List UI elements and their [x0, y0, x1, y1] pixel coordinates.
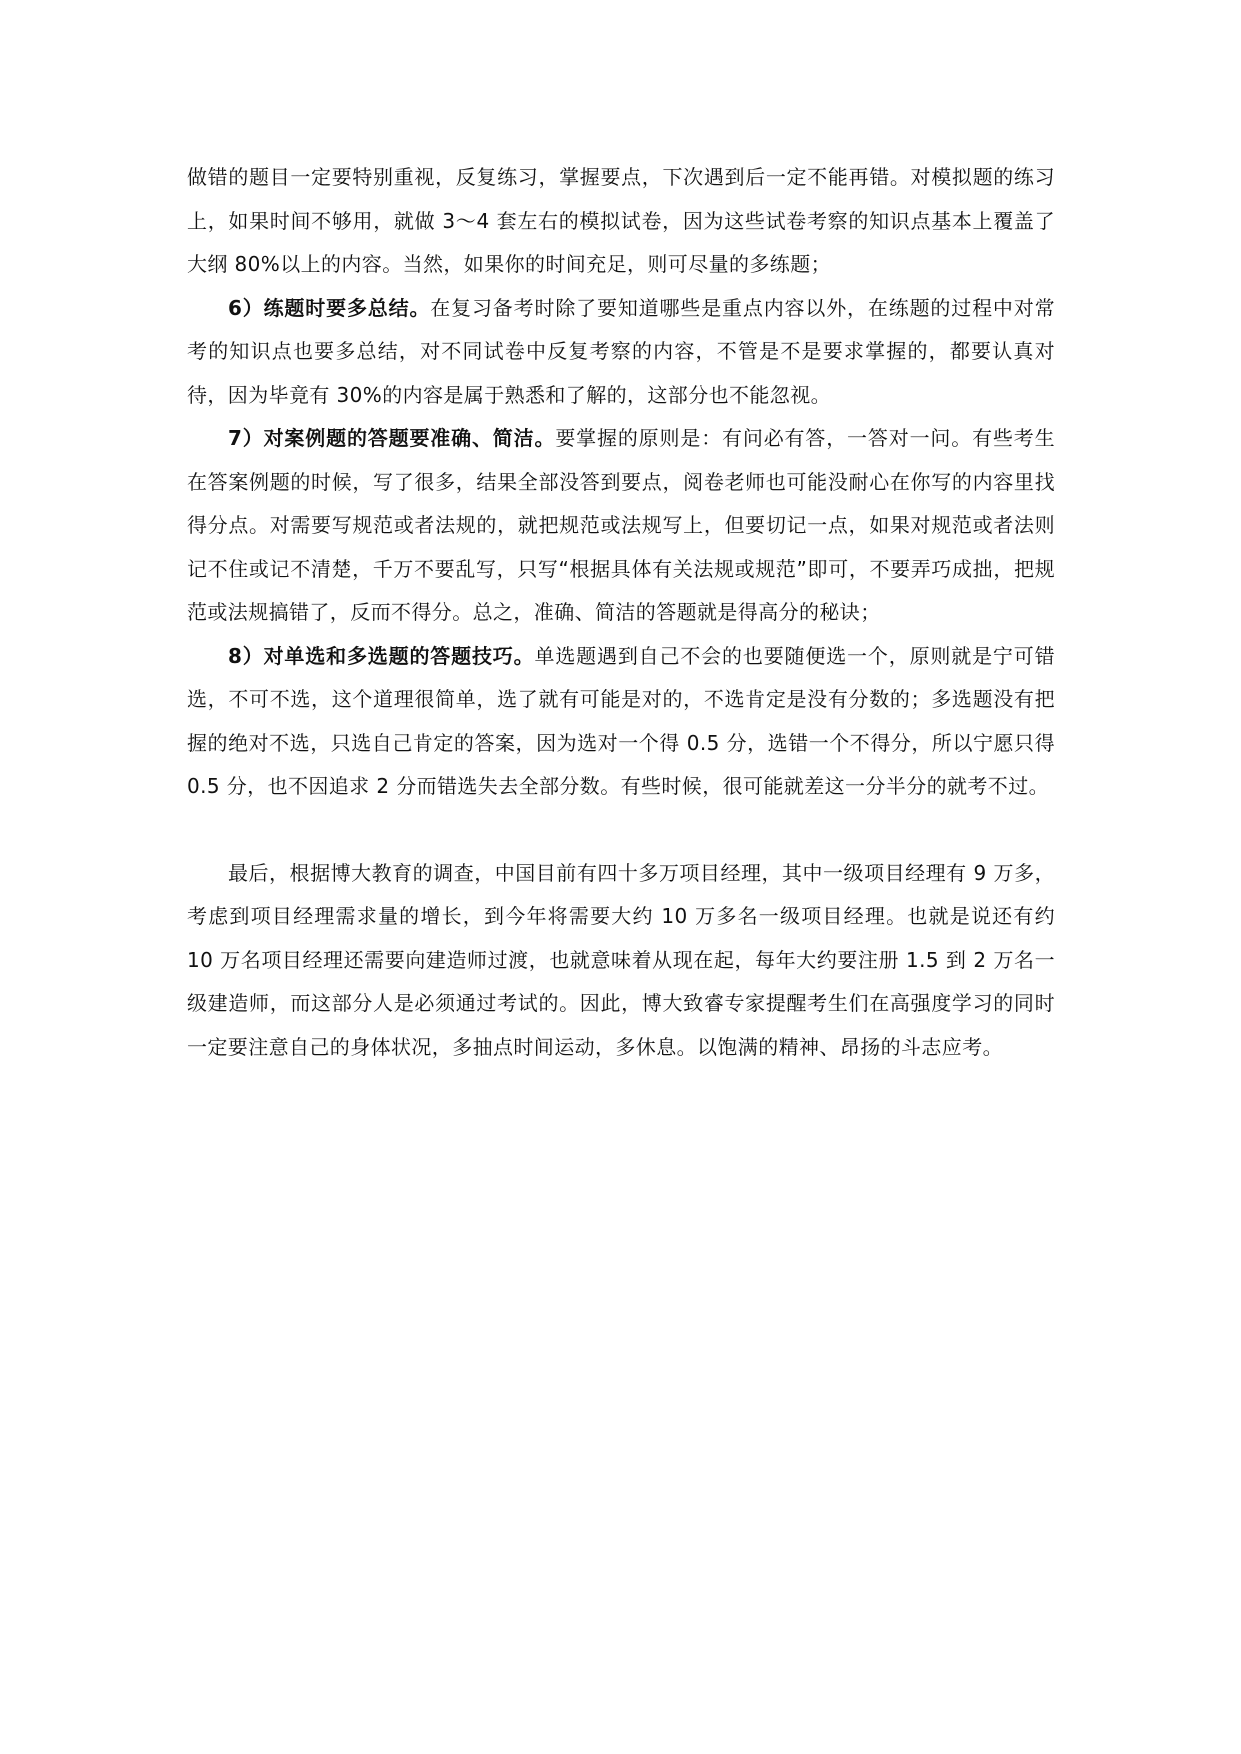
tip-6-heading: 6）练题时要多总结。	[228, 295, 431, 320]
paragraph-text: 最后，根据博大教育的调查，中国目前有四十多万项目经理，其中一级项目经理有 9 万多，考虑到项目经理需求量的增长，到今年将需要大约 10 万多名一级项目经理。也就是说还有约 10 万名项目经理还需要向建造师过渡，也就意味着从现在起，每年大约要注册 1.5 到 2 万名一级建造师，而这部分人是必须通过考试的。因此，博大致睿专家提醒考生们在高强度学习的同时一定要注意自己的身体状况，多抽点时间运动，多休息。以饱满的精神、昂扬的斗志应考。	[187, 860, 1055, 1059]
paragraph-text: 要掌握的原则是：有问必有答，一答对一问。有些考生在答案例题的时候，写了很多，结果全部没答到要点，阅卷老师也可能没耐心在你写的内容里找得分点。对需要写规范或者法规的，就把规范或法规写上，但要切记一点，如果对规范或者法则记不住或记不清楚，千万不要乱写，只写“根据具体有关法规或规范”即可，不要弄巧成拙，把规范或法规搞错了，反而不得分。总之，准确、简洁的答题就是得高分的秘诀；	[187, 426, 1055, 624]
paragraph-conclusion	[187, 852, 1055, 1070]
paragraph-mock-exam-practice	[187, 156, 1055, 287]
document-body	[187, 156, 1055, 1069]
tip-7-heading: 7）对案例题的答题要准确、简洁。	[228, 426, 556, 450]
paragraph-tip-7	[187, 417, 1055, 635]
paragraph-text: 做错的题目一定要特别重视，反复练习，掌握要点，下次遇到后一定不能再错。对模拟题的练习上，如果时间不够用，就做 3～4 套左右的模拟试卷，因为这些试卷考察的知识点基本上覆盖了大纲 80%以上的内容。当然，如果你的时间充足，则可尽量的多练题；	[187, 165, 1055, 276]
paragraph-text: 单选题遇到自己不会的也要随便选一个，原则就是宁可错选，不可不选，这个道理很简单，选了就有可能是对的，不选肯定是没有分数的；多选题没有把握的绝对不选，只选自己肯定的答案，因为选对一个得 0.5 分，选错一个不得分，所以宁愿只得 0.5 分，也不因追求 2 分而错选失去全部分数。有些时候，很可能就差这一分半分的就考不过。	[187, 643, 1055, 798]
paragraph-text: 在复习备考时除了要知道哪些是重点内容以外，在练题的过程中对常考的知识点也要多总结，对不同试卷中反复考察的内容，不管是不是要求掌握的，都要认真对待，因为毕竟有 30%的内容是属于熟悉和了解的，这部分也不能忽视。	[187, 295, 1055, 407]
tip-8-heading: 8）对单选和多选题的答题技巧。	[228, 643, 535, 668]
paragraph-tip-6	[187, 287, 1055, 418]
paragraph-tip-8	[187, 635, 1055, 809]
